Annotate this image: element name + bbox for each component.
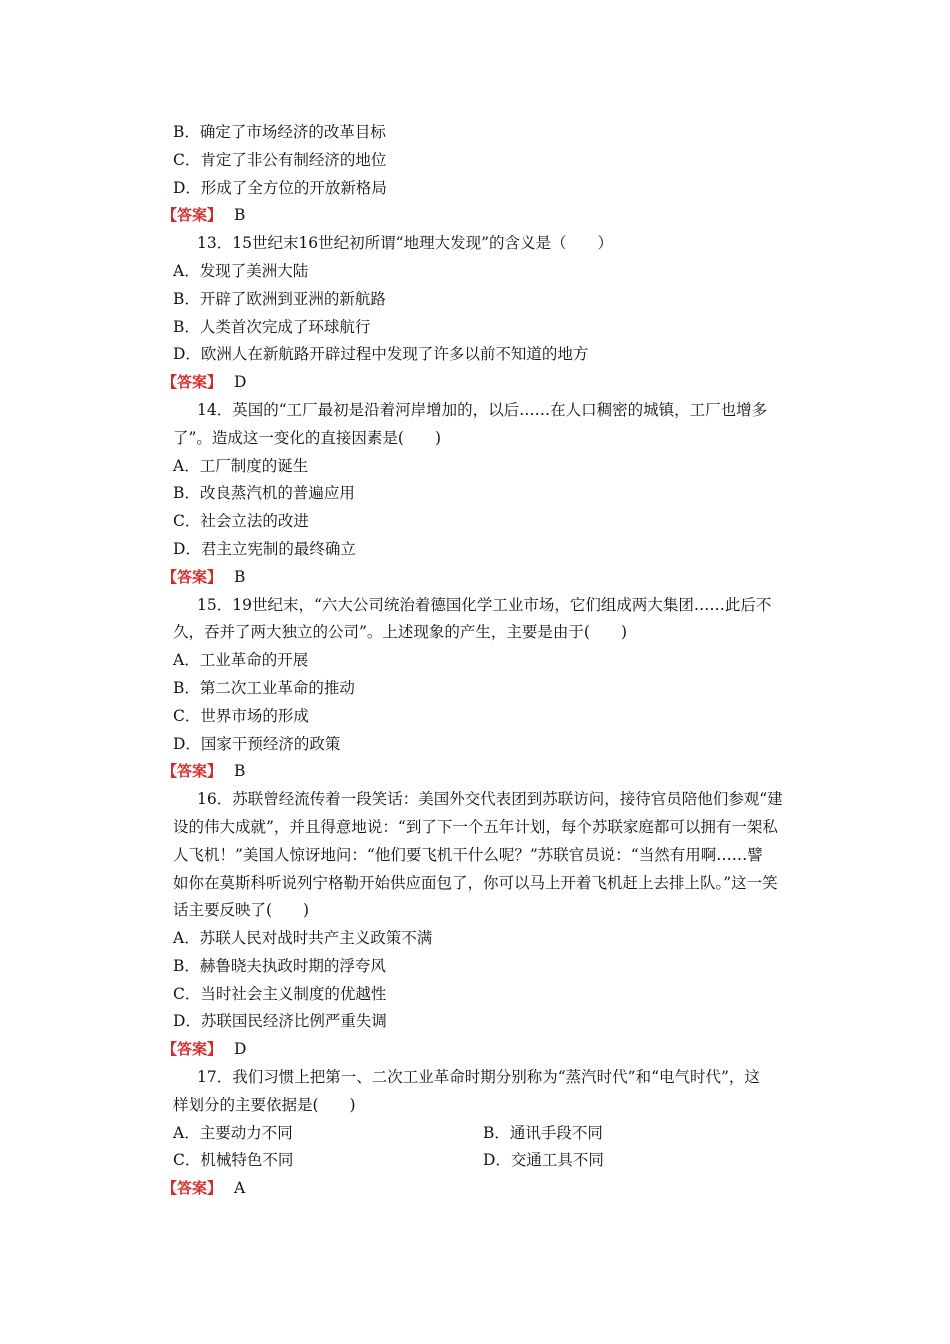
answer-tag: 【答案】: [162, 568, 223, 586]
q16-stem-line-2: 设的伟大成就”，并且得意地说：“到了下一个五年计划，每个苏联家庭都可以拥有一架私: [173, 818, 778, 836]
q17-option-c: C．机械特色不同: [173, 1151, 294, 1169]
q14-option-a: A．工厂制度的诞生: [173, 457, 309, 475]
q17-option-d: D．交通工具不同: [483, 1151, 604, 1169]
q13-stem: 13．15世纪末16世纪初所谓“地理大发现”的含义是（ ）: [197, 234, 614, 252]
answer-value: B: [234, 568, 246, 586]
answer-value: D: [234, 1040, 247, 1058]
q17-option-b: B．通讯手段不同: [483, 1124, 603, 1142]
q14-option-d: D．君主立宪制的最终确立: [173, 540, 356, 558]
q17-option-a: A．主要动力不同: [173, 1124, 293, 1142]
answer-tag: 【答案】: [162, 1179, 223, 1197]
q17-answer: [162, 1178, 245, 1198]
q14-answer: [162, 567, 245, 587]
q16-option-a: A．苏联人民对战时共产主义政策不满: [173, 929, 433, 947]
q14-stem-line-1: 14．英国的“工厂最初是沿着河岸增加的，以后……在人口稠密的城镇，工厂也增多: [197, 401, 768, 419]
q13-option-a: A．发现了美洲大陆: [173, 262, 309, 280]
q16-answer: [162, 1039, 246, 1059]
q16-stem-line-3: 人飞机！”美国人惊讶地问：“他们要飞机干什么呢？”苏联官员说：“当然有用啊……譬: [173, 846, 763, 864]
q13-option-b2: B．人类首次完成了环球航行: [173, 318, 371, 336]
answer-tag: 【答案】: [162, 206, 223, 224]
q15-option-a: A．工业革命的开展: [173, 651, 309, 669]
q16-stem-line-5: 话主要反映了( ): [173, 901, 310, 919]
q12-option-b: B．确定了市场经济的改革目标: [173, 123, 386, 141]
q15-answer: [162, 761, 245, 781]
q13-answer: [162, 372, 246, 392]
q15-option-b: B．第二次工业革命的推动: [173, 679, 355, 697]
q16-option-b: B．赫鲁晓夫执政时期的浮夸风: [173, 957, 386, 975]
q16-stem-line-4: 如你在莫斯科听说列宁格勒开始供应面包了，你可以马上开着飞机赶上去排上队。”这一笑: [173, 874, 778, 892]
q12-option-d: D．形成了全方位的开放新格局: [173, 179, 387, 197]
q12-option-c: C．肯定了非公有制经济的地位: [173, 151, 387, 169]
answer-value: B: [234, 762, 246, 780]
answer-value: A: [234, 1179, 246, 1197]
q17-stem-line-2: 样划分的主要依据是( ): [173, 1096, 356, 1114]
q16-option-c: C．当时社会主义制度的优越性: [173, 985, 387, 1003]
q15-option-d: D．国家干预经济的政策: [173, 735, 341, 753]
answer-value: D: [234, 373, 247, 391]
q15-stem-line-1: 15．19世纪末，“六大公司统治着德国化学工业市场，它们组成两大集团……此后不: [197, 596, 772, 614]
q16-stem-line-1: 16．苏联曾经流传着一段笑话：美国外交代表团到苏联访问，接待官员陪他们参观“建: [197, 790, 783, 808]
q17-stem-line-1: 17．我们习惯上把第一、二次工业革命时期分别称为“蒸汽时代”和“电气时代”，这: [197, 1068, 760, 1086]
q14-option-b: B．改良蒸汽机的普遍应用: [173, 484, 355, 502]
q13-option-b: B．开辟了欧洲到亚洲的新航路: [173, 290, 386, 308]
q14-stem-line-2: 了”。造成这一变化的直接因素是( ): [173, 429, 442, 447]
q15-option-c: C．世界市场的形成: [173, 707, 309, 725]
q15-stem-line-2: 久，吞并了两大独立的公司”。上述现象的产生，主要是由于( ): [173, 623, 628, 641]
answer-tag: 【答案】: [162, 373, 223, 391]
q13-option-d: D．欧洲人在新航路开辟过程中发现了许多以前不知道的地方: [173, 345, 589, 363]
answer-value: B: [234, 206, 246, 224]
answer-tag: 【答案】: [162, 1040, 223, 1058]
q14-option-c: C．社会立法的改进: [173, 512, 309, 530]
q16-option-d: D．苏联国民经济比例严重失调: [173, 1012, 387, 1030]
q12-answer: [162, 205, 245, 225]
answer-tag: 【答案】: [162, 762, 223, 780]
